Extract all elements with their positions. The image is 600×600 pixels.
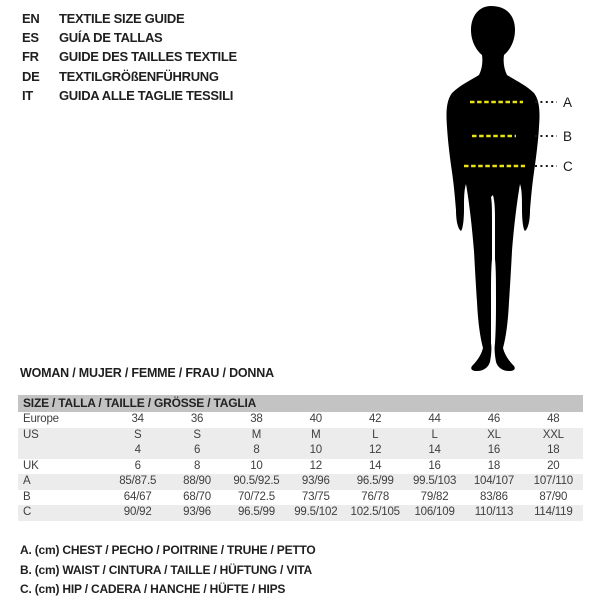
- size-cell: 16: [428, 459, 441, 472]
- size-cell: 14: [428, 444, 441, 456]
- size-cell: 64/67: [123, 490, 152, 503]
- size-cell: XL: [487, 428, 501, 441]
- language-row: [22, 28, 237, 47]
- size-cell: S: [133, 428, 142, 441]
- language-list: [22, 9, 237, 105]
- size-row-label: C: [23, 506, 32, 518]
- size-cell: 93/96: [183, 506, 211, 518]
- size-cell: 83/86: [480, 490, 508, 503]
- size-row-label: [18, 443, 108, 459]
- size-table-header: SIZE / TALLA / TAILLE / GRÖSSE / TAGLIA: [18, 395, 583, 412]
- size-cell: 96.5/99: [356, 475, 394, 487]
- size-cell: 34: [131, 413, 144, 425]
- size-row-label: B: [23, 490, 31, 503]
- language-code: FR: [22, 49, 39, 65]
- size-table-row: [18, 474, 583, 490]
- language-code: ES: [22, 30, 39, 46]
- size-cell: 70/72.5: [237, 490, 275, 503]
- waist-label: B: [563, 129, 573, 144]
- size-cell: 114/119: [534, 506, 573, 518]
- size-cell: M: [311, 428, 321, 441]
- language-title: GUIDE DES TAILLES TEXTILE: [59, 49, 237, 65]
- size-cell: 42: [368, 413, 382, 425]
- size-cell: 68/70: [183, 490, 211, 503]
- measurement-legend: [20, 541, 316, 600]
- size-cell: 106/109: [414, 506, 455, 518]
- legend-line: A. (cm) CHEST / PECHO / POITRINE / TRUHE / PETTO: [20, 543, 316, 557]
- size-cell: 36: [190, 413, 204, 425]
- size-cell: 8: [193, 459, 201, 472]
- size-cell: L: [431, 428, 438, 441]
- size-cell: 73/75: [301, 490, 330, 503]
- legend-line: C. (cm) HIP / CADERA / HANCHE / HÜFTE / HIPS: [20, 582, 286, 596]
- size-table-row: [18, 505, 583, 521]
- size-row-label: US: [23, 428, 39, 441]
- size-row-label: Europe: [23, 413, 59, 425]
- size-cell: 99.5/103: [412, 475, 457, 487]
- size-cell: 18: [547, 444, 560, 456]
- size-cell: 16: [487, 444, 501, 456]
- size-cell: 48: [547, 413, 560, 425]
- size-cell: 90.5/92.5: [233, 475, 280, 487]
- size-cell: 8: [253, 444, 260, 456]
- size-table-row: [18, 412, 583, 428]
- size-cell: 44: [428, 413, 441, 425]
- size-cell: 12: [368, 444, 382, 456]
- size-cell: 102.5/105: [350, 506, 400, 518]
- size-cell: 107/110: [533, 475, 573, 487]
- size-cell: 110/113: [474, 506, 514, 518]
- size-cell: 76/78: [361, 490, 390, 503]
- hip-label: C: [563, 159, 573, 174]
- language-row: [22, 47, 237, 66]
- language-code: DE: [22, 68, 40, 84]
- language-row: [22, 9, 237, 28]
- language-row: [22, 67, 237, 86]
- size-cell: 79/82: [420, 490, 449, 503]
- language-title: GUÍA DE TALLAS: [59, 30, 163, 46]
- size-cell: 6: [134, 459, 141, 472]
- size-cell: 6: [193, 444, 201, 456]
- language-row: [22, 86, 237, 105]
- woman-silhouette: [447, 6, 540, 371]
- size-cell: 12: [309, 459, 323, 472]
- size-cell: 96.5/99: [237, 506, 275, 518]
- size-cell: L: [372, 428, 379, 441]
- language-code: IT: [22, 87, 33, 103]
- size-cell: 99.5/102: [294, 506, 338, 518]
- size-cell: 14: [368, 459, 382, 472]
- chest-label: A: [563, 95, 573, 110]
- language-title: TEXTILGRÖßENFÜHRUNG: [59, 68, 219, 84]
- size-cell: 93/96: [301, 475, 330, 487]
- size-cell: M: [251, 428, 262, 441]
- size-cell: 90/92: [123, 506, 152, 518]
- size-cell: 18: [487, 459, 501, 472]
- size-cell: XXL: [542, 428, 564, 441]
- size-cell: 4: [134, 444, 141, 456]
- size-table-row: [18, 428, 583, 444]
- size-row-label: A: [23, 475, 31, 487]
- size-cell: 10: [250, 459, 263, 472]
- size-cell: 46: [487, 413, 501, 425]
- size-table-section: [18, 395, 583, 521]
- size-cell: 20: [547, 459, 560, 472]
- size-row-label: UK: [23, 459, 39, 472]
- legend-line: B. (cm) WAIST / CINTURA / TAILLE / HÜFTUNG / VITA: [20, 562, 312, 577]
- size-cell: 38: [250, 413, 263, 425]
- size-cell: S: [193, 428, 201, 441]
- size-table: [18, 412, 583, 521]
- language-code: EN: [22, 11, 40, 26]
- size-cell: 40: [309, 413, 323, 425]
- size-cell: 88/90: [183, 475, 211, 487]
- size-table-row: [18, 490, 583, 506]
- language-title: TEXTILE SIZE GUIDE: [59, 11, 185, 26]
- size-cell: 10: [309, 444, 323, 456]
- woman-silhouette-figure: [400, 0, 600, 380]
- size-table-row: [18, 443, 583, 459]
- table-title: WOMAN / MUJER / FEMME / FRAU / DONNA: [20, 366, 274, 380]
- size-cell: 87/90: [539, 490, 568, 503]
- size-cell: 104/107: [473, 475, 515, 487]
- size-cell: 85/87.5: [119, 475, 157, 487]
- language-title: GUIDA ALLE TAGLIE TESSILI: [59, 87, 234, 103]
- size-table-row: [18, 459, 583, 475]
